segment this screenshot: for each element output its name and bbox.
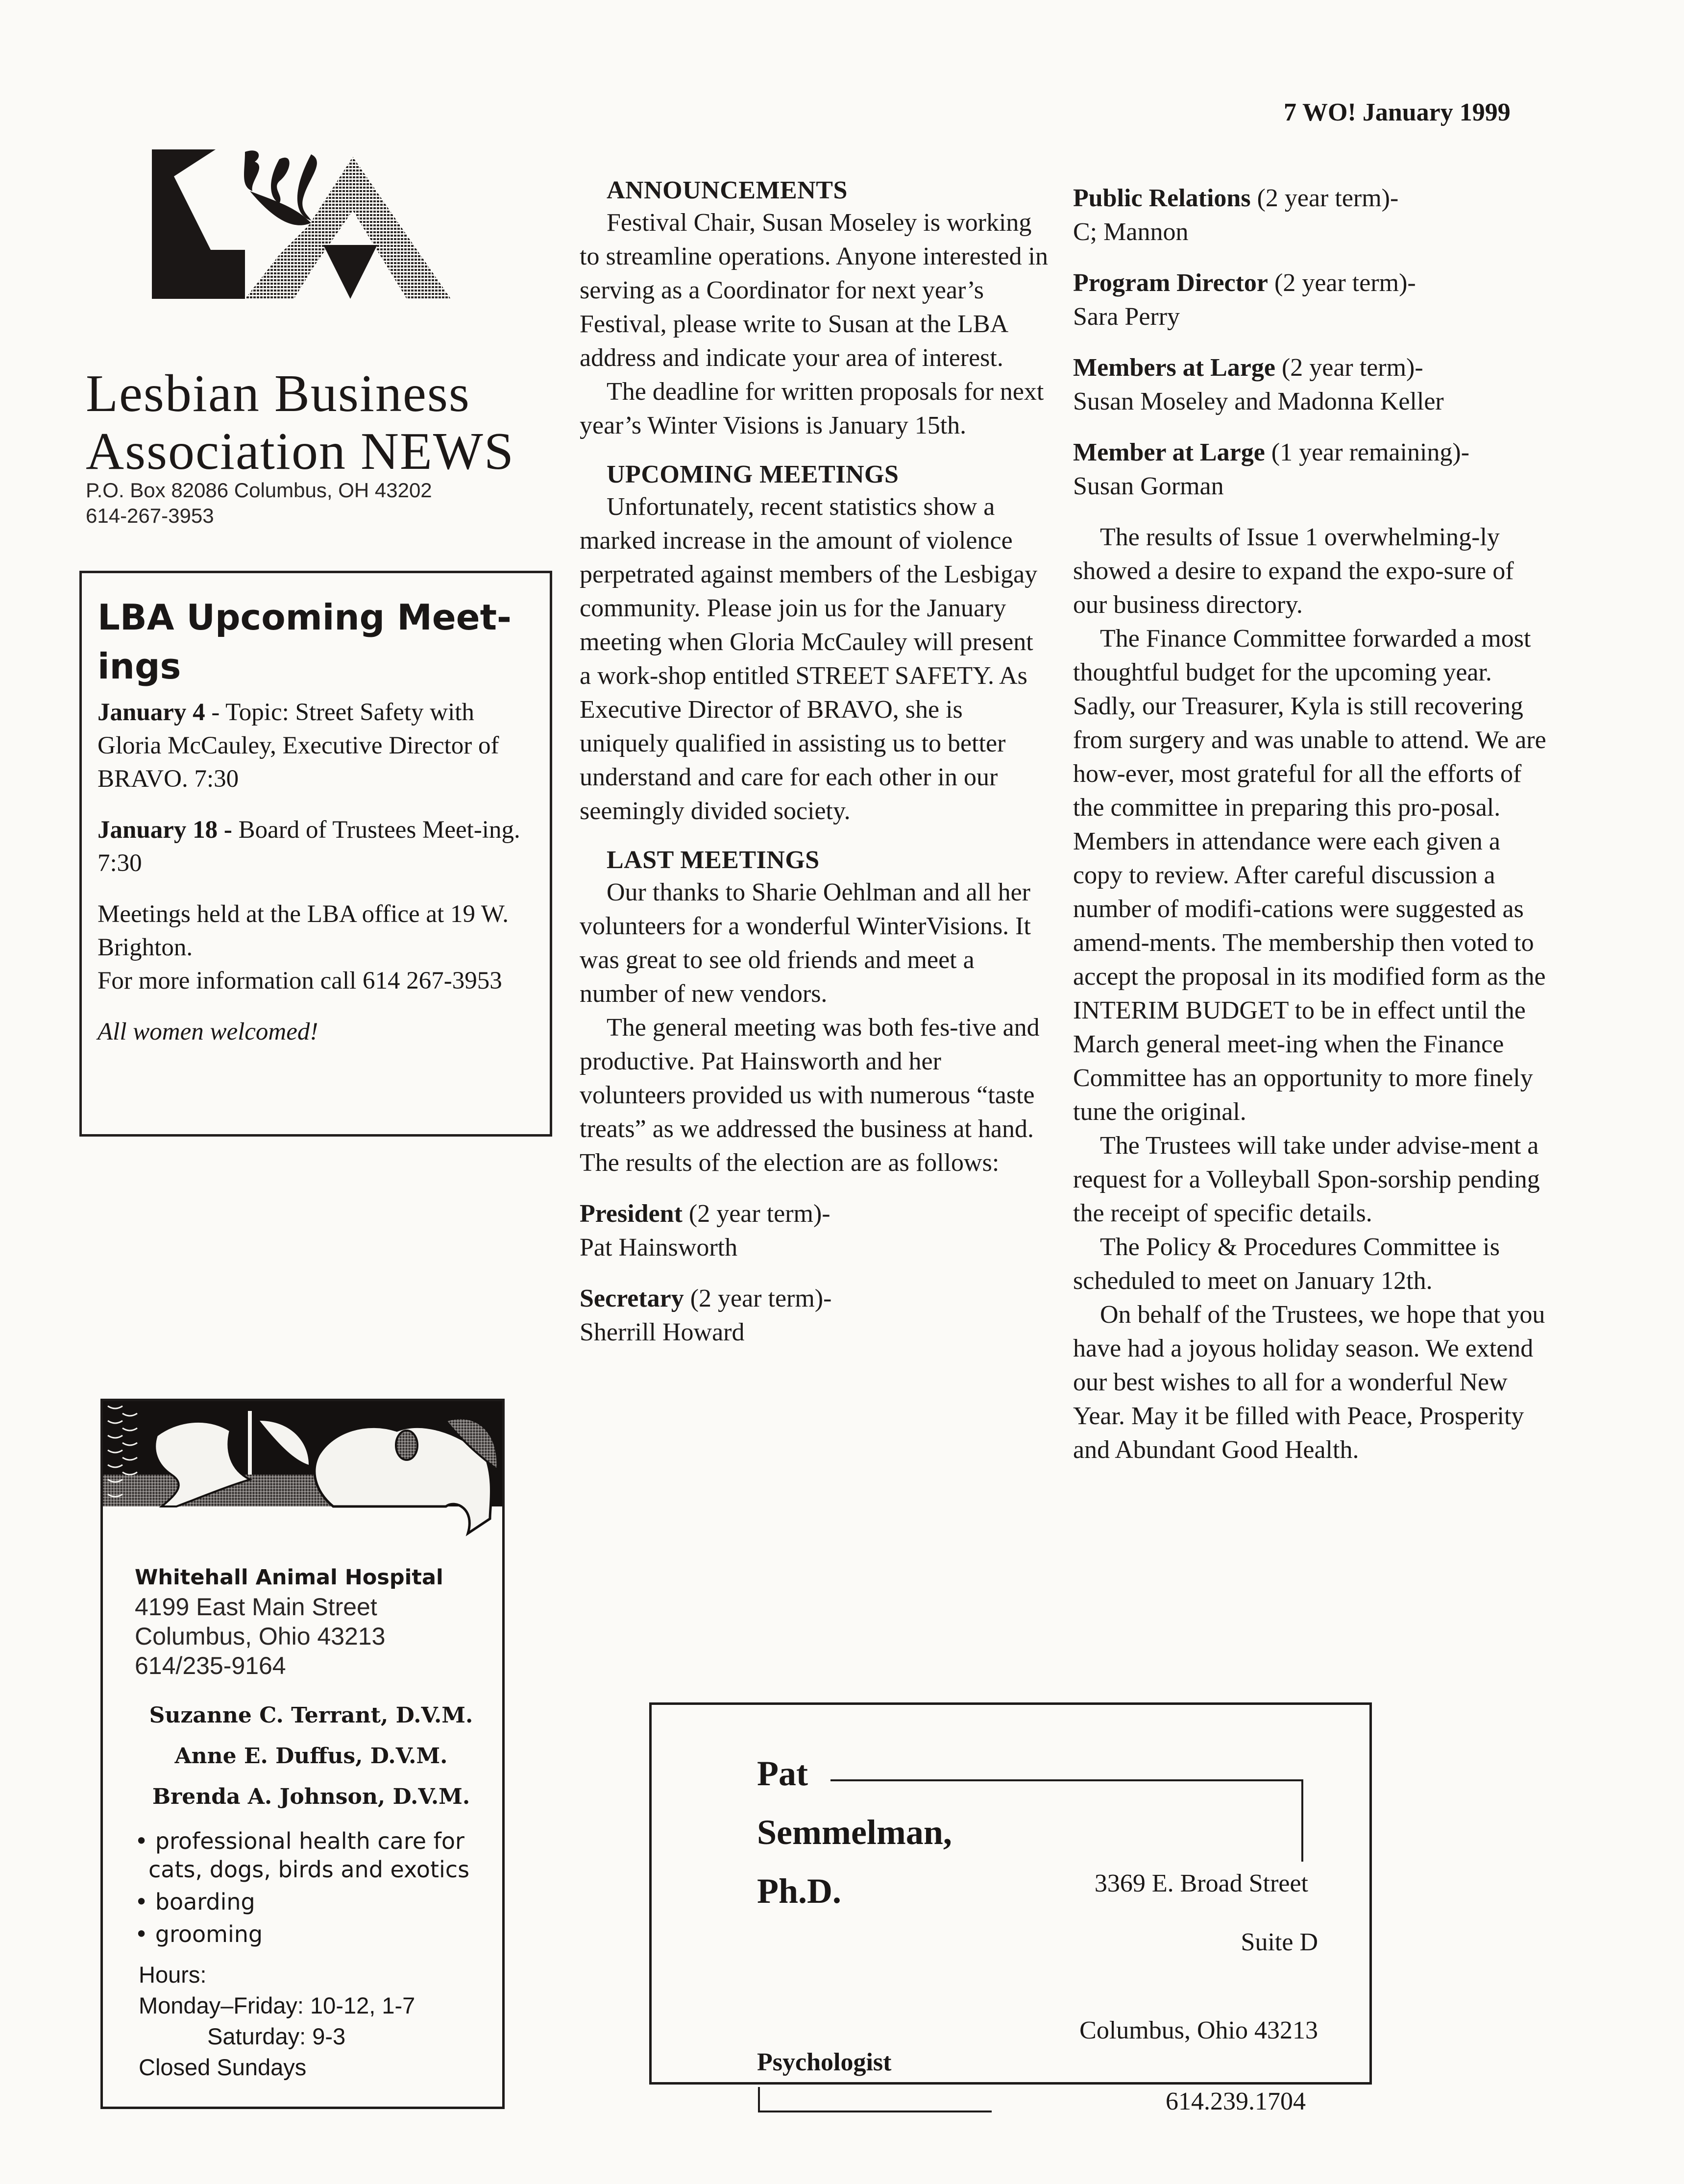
decorative-rule-top [830, 1779, 1303, 1781]
last-meetings-heading: LAST MEETINGS [607, 846, 820, 874]
decorative-rule-top-drop [1301, 1779, 1303, 1862]
hours-label: Hours: [139, 1962, 207, 1988]
hours-saturday: Saturday: 9-3 [207, 2023, 346, 2049]
closing-paragraph: The results of Issue 1 overwhelming-ly showed a desire to expand the expo-sure of our business directory. [1073, 523, 1514, 619]
masthead-title-line2: Association NEWS [86, 422, 514, 481]
last-meetings-paragraph: The general meeting was both fes-tive and productive. Pat Hainsworth and her volunteers provided us with numerous “taste treats” as we addressed the business at hand. The results of the election are as follows: [580, 1014, 1040, 1177]
election-name: Susan Moseley and Madonna Keller [1073, 388, 1444, 415]
psychologist-suite: Suite D [1241, 1928, 1318, 1956]
election-name: C; Mannon [1073, 218, 1189, 246]
election-result [1073, 351, 1553, 418]
meetings-box-title: LBA Upcoming Meet-ings [98, 597, 512, 687]
animals-illustration-icon [103, 1401, 502, 1563]
election-term: (2 year term)- [690, 1285, 832, 1312]
closing-paragraph: The Finance Committee forwarded a most thoughtful budget for the upcoming year. Sadly, our Treasurer, Kyla is still recovering from surgery and was unable to attend. We are how-ever, most grateful for all the efforts of the committee in preparing this pro-posal. Members in attendance were each given a copy to review. After careful discussion a number of modifi-cations were suggested as amend-ments. The membership then voted to accept the proposal in its modified form as the INTERIM BUDGET to be in effect until the March general meet-ing when the Finance Committee has an opportunity to more finely tune the original. [1073, 625, 1546, 1126]
election-result [1073, 266, 1553, 334]
masthead-address: P.O. Box 82086 Columbus, OH 43202 [86, 479, 432, 502]
hospital-ad [100, 1399, 505, 2109]
hospital-city: Columbus, Ohio 43213 [135, 1623, 386, 1650]
vet-name: Suzanne C. Terrant, D.V.M. [149, 1703, 473, 1728]
election-name: Pat Hainsworth [580, 1234, 738, 1262]
meeting-info: For more information call 614 267-3953 [98, 967, 502, 995]
right-column [1073, 181, 1553, 1467]
psychologist-city: Columbus, Ohio 43213 [1079, 2016, 1318, 2044]
masthead-contact [86, 478, 432, 529]
election-result [1073, 436, 1553, 503]
closing-paragraph: The Policy & Procedures Committee is scheduled to meet on January 12th. [1073, 1233, 1500, 1295]
election-result [580, 1197, 1050, 1264]
announcements-paragraph: The deadline for written proposals for next year’s Winter Visions is January 15th. [580, 378, 1044, 439]
election-result [1073, 181, 1553, 249]
hours-weekday: Monday–Friday: 10-12, 1-7 [139, 1992, 415, 2018]
meeting-date: January 18 - [98, 816, 232, 844]
election-result [580, 1282, 1050, 1349]
vet-name: Anne E. Duffus, D.V.M. [174, 1744, 448, 1769]
psychologist-phone: 614.239.1704 [1166, 2087, 1306, 2115]
meeting-entry [98, 696, 535, 796]
election-office: Program Director [1073, 269, 1268, 297]
upcoming-meetings-paragraph: Unfortunately, recent statistics show a marked increase in the amount of violence perpetrated against members of the Lesbigay community. Please join us for the January meeting when Gloria McCauley will present a work-shop entitled STREET SAFETY. As Executive Director of BRAVO, she is uniquely qualified in assisting us to better understand and care for each other in our seemingly divided society. [580, 493, 1038, 825]
hospital-phone: 614/235-9164 [135, 1652, 286, 1679]
meeting-entry [98, 813, 535, 880]
service-item: • professional health care for cats, dogs, birds and exotics [135, 1827, 488, 1884]
masthead-phone: 614-267-3953 [86, 504, 214, 527]
lba-logo [147, 142, 480, 348]
closing-paragraph: The Trustees will take under advise-ment a request for a Volleyball Spon-sorship pending the receipt of specific details. [1073, 1132, 1540, 1227]
election-office: President [580, 1200, 683, 1228]
election-name: Sherrill Howard [580, 1318, 745, 1346]
psychologist-name-line1: Pat [757, 1754, 808, 1793]
decorative-rule-bottom [758, 2111, 992, 2112]
meeting-date: January 4 [98, 699, 205, 726]
election-name: Susan Gorman [1073, 472, 1224, 500]
lba-logo-icon [147, 142, 480, 348]
meeting-closing: All women welcomed! [98, 1018, 318, 1045]
decorative-rule-bottom-rise [758, 2087, 760, 2112]
last-meetings-paragraph: Our thanks to Sharie Oehlman and all her volunteers for a wonderful WinterVisions. It was great to see old friends and meet a number of new vendors. [580, 878, 1031, 1008]
vet-name: Brenda A. Johnson, D.V.M. [152, 1784, 470, 1809]
meeting-description: - Topic: Street Safety with Gloria McCauley, Executive Director of BRAVO. 7:30 [98, 699, 499, 793]
election-term: (2 year term)- [688, 1200, 830, 1228]
service-item: • grooming [135, 1920, 488, 1948]
hospital-services [135, 1827, 488, 1948]
meeting-description: Board of Trustees Meet-ing. 7:30 [98, 816, 520, 877]
election-name: Sara Perry [1073, 303, 1180, 331]
middle-column [580, 175, 1050, 1349]
meeting-location: Meetings held at the LBA office at 19 W. Brighton. [98, 900, 509, 961]
announcements-paragraph: Festival Chair, Susan Moseley is working to streamline operations. Anyone interested in serving as a Coordinator for next year’s Festival, please write to Susan at the LBA address and indicate your area of interest. [580, 209, 1048, 372]
page-header-issue: 7 WO! January 1999 [1284, 98, 1511, 126]
closing-paragraph: On behalf of the Trustees, we hope that you have had a joyous holiday season. We extend our best wishes to all for a wonderful New Year. May it be filled with Peace, Prosperity and Abundant Good Health. [1073, 1301, 1545, 1464]
election-term: (2 year term)- [1274, 269, 1416, 297]
hospital-illustration [103, 1401, 502, 1563]
hours-sunday: Closed Sundays [139, 2054, 307, 2080]
psychologist-ad [649, 1702, 1372, 2115]
masthead-title-line1: Lesbian Business [86, 364, 470, 423]
election-office: Member at Large [1073, 438, 1265, 466]
election-term: (1 year remaining)- [1271, 438, 1470, 466]
hospital-hours [135, 1959, 488, 2083]
psychologist-street: 3369 E. Broad Street [1094, 1869, 1308, 1897]
service-item: • boarding [135, 1888, 488, 1916]
hospital-street: 4199 East Main Street [135, 1593, 377, 1621]
election-office: Public Relations [1073, 184, 1251, 212]
election-office: Secretary [580, 1285, 684, 1312]
election-term: (2 year term)- [1281, 354, 1423, 382]
hospital-details [135, 1563, 488, 2083]
hospital-name: Whitehall Animal Hospital [135, 1565, 443, 1590]
upcoming-meetings-heading: UPCOMING MEETINGS [607, 461, 899, 488]
psychologist-name-line3: Ph.D. [757, 1871, 842, 1911]
hospital-vets [135, 1695, 488, 1817]
election-term: (2 year term)- [1257, 184, 1399, 212]
upcoming-meetings-box [79, 571, 552, 1137]
masthead-title [86, 365, 514, 481]
psychologist-name-line2: Semmelman, [757, 1813, 952, 1852]
psychologist-title: Psychologist [757, 2048, 892, 2076]
announcements-heading: ANNOUNCEMENTS [607, 176, 848, 204]
election-office: Members at Large [1073, 354, 1275, 382]
